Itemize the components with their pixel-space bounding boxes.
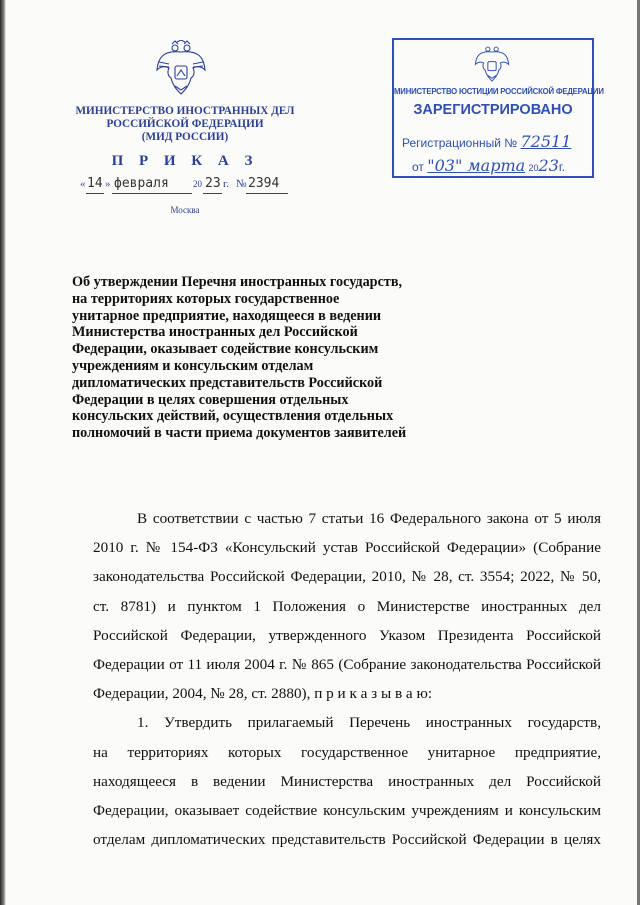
ministry-line: РОССИЙСКОЙ ФЕДЕРАЦИИ	[106, 118, 264, 130]
stamp-ministry: МИНИСТЕРСТВО ЮСТИЦИИ РОССИЙСКОЙ ФЕДЕРАЦИИ	[394, 87, 604, 96]
document-body	[93, 504, 601, 854]
stamp-year-prefix: 20	[528, 163, 539, 173]
stamp-status: ЗАРЕГИСТРИРОВАНО	[413, 102, 573, 118]
title-line: Министерства иностранных дел Российской	[72, 324, 358, 341]
coat-of-arms-icon	[155, 40, 207, 96]
body-line: на территориях которых государственное унитарное предприятие,	[93, 743, 601, 761]
stamp-date-value: "03" марта	[427, 156, 526, 175]
body-line: Российской Федерации, утвержденного Указом Президента Российской	[93, 626, 601, 644]
document-title	[72, 274, 452, 442]
title-line: Федерации в целях совершения отдельных	[72, 391, 349, 408]
body-line: Федерации от 11 июля 2004 г. № 865 (Собрание законодательства Российской	[93, 656, 601, 674]
body-line: В соответствии с частью 7 статьи 16 Федерального закона от 5 июля	[137, 510, 601, 527]
city: Москва	[170, 205, 200, 215]
date-year-unit: г.	[223, 178, 230, 190]
order-number: 2394	[248, 176, 280, 191]
stamp-coat-of-arms-icon	[474, 43, 510, 83]
title-line: на территориях которых государственное	[72, 290, 340, 307]
title-line: унитарное предприятие, находящееся в ведении	[72, 307, 382, 324]
date-close-quote: »	[105, 178, 111, 190]
body-line: Федерации, оказывает содействие консульским учреждениям и консульским	[93, 802, 601, 820]
scan-edge-left	[0, 0, 6, 905]
stamp-reg-number: 72511	[520, 132, 572, 151]
title-line: Об утверждении Перечня иностранных государств,	[72, 274, 403, 290]
date-year-prefix: 20	[193, 179, 202, 189]
title-line: полномочий в части приема документов заявителей	[72, 425, 407, 442]
body-line: 1. Утвердить прилагаемый Перечень иностранных государств,	[137, 714, 601, 732]
order-date-number	[80, 178, 300, 198]
date-day: 14	[87, 176, 103, 191]
ministry-line: МИНИСТЕРСТВО ИНОСТРАННЫХ ДЕЛ	[75, 105, 295, 117]
date-month: февраля	[114, 176, 169, 191]
date-open-quote: «	[80, 178, 86, 190]
stamp-registration-date	[412, 156, 592, 175]
document-type: П Р И К А З	[111, 153, 259, 169]
body-line: Федерации, 2004, № 28, ст. 2880), п р и к а з ы в а ю:	[93, 685, 433, 703]
ministry-name	[60, 105, 310, 144]
body-line: 2010 г. № 154-ФЗ «Консульский устав Российской Федерации» (Собрание	[93, 539, 601, 557]
title-line: Федерации, оказывает содействие консульским	[72, 341, 379, 358]
body-line: ст. 8781) и пунктом 1 Положения о Министерстве иностранных дел	[93, 597, 601, 615]
body-line: находящееся в ведении Министерства иностранных дел Российской	[93, 772, 601, 790]
date-year-suffix: 23	[205, 176, 221, 191]
title-line: консульских действий, осуществления отдельных	[72, 408, 394, 425]
stamp-reg-label: Регистрационный №	[402, 136, 518, 150]
body-line: отделам дипломатических представительств Российской Федерации в целях	[93, 831, 601, 849]
stamp-date-prefix: от	[412, 160, 424, 174]
stamp-year-unit: г.	[558, 160, 566, 174]
title-line: дипломатических представительств Российской	[72, 374, 383, 391]
stamp-registration-number	[402, 132, 592, 151]
body-line: законодательства Российской Федерации, 2010, № 28, ст. 3554; 2022, № 50,	[93, 568, 601, 586]
title-line: учреждениям и консульским отделам	[72, 357, 314, 374]
registration-stamp	[392, 38, 604, 178]
ministry-line: (МИД РОССИИ)	[141, 131, 229, 143]
number-sign: №	[236, 178, 247, 190]
stamp-year-suffix: 23	[538, 156, 559, 175]
